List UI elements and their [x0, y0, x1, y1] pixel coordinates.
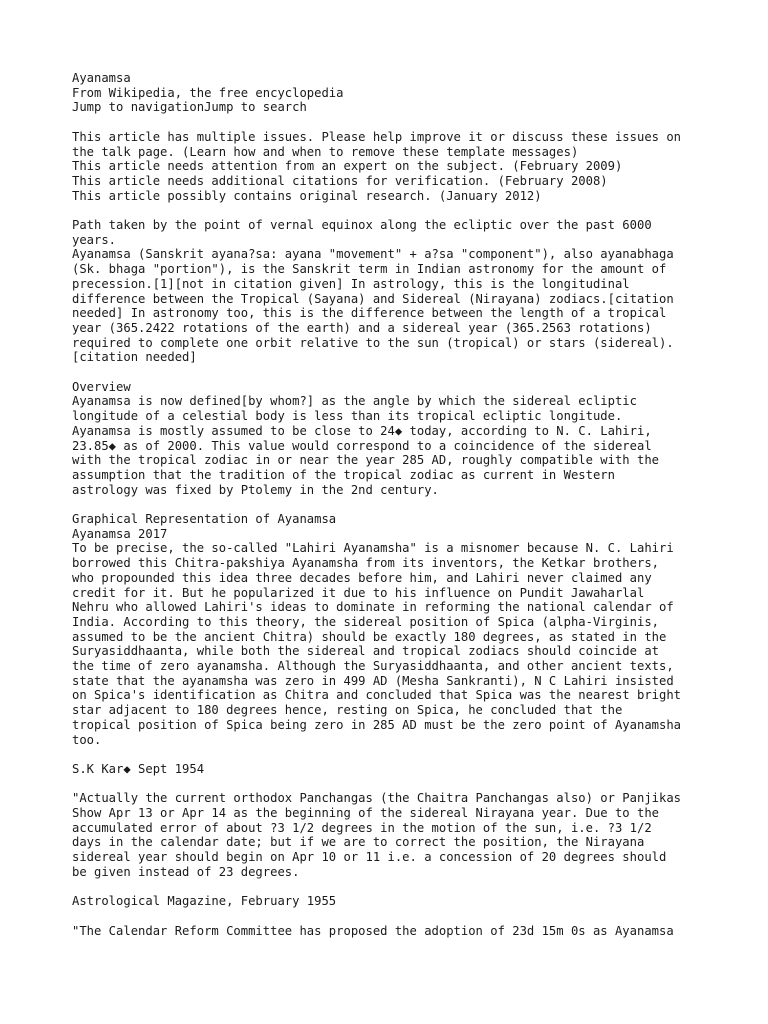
- text-line: Ayanamsa is mostly assumed to be close to 24◆ today, according to N. C. Lahiri,: [72, 423, 652, 438]
- text-line: accumulated error of about ?3 1/2 degrees in the motion of the sun, i.e. ?3 1/2: [72, 820, 652, 835]
- text-line: assumption that the tradition of the tropical zodiac as current in Western: [72, 467, 615, 482]
- text-line: Graphical Representation of Ayanamsa: [72, 512, 337, 527]
- text-paragraph: [72, 380, 712, 498]
- text-line: with the tropical zodiac in or near the year 285 AD, roughly compatible with the: [72, 453, 659, 468]
- text-line: Ayanamsa is now defined[by whom?] as the angle by which the sidereal ecliptic: [72, 394, 637, 409]
- text-line: "The Calendar Reform Committee has proposed the adoption of 23d 15m 0s as Ayanamsa: [72, 923, 674, 938]
- text-line: Overview: [72, 379, 131, 394]
- text-paragraph: [72, 791, 712, 879]
- text-paragraph: [72, 762, 712, 777]
- text-paragraph: [72, 512, 712, 747]
- text-line: "Actually the current orthodox Panchangas (the Chaitra Panchangas also) or Panjikas: [72, 791, 682, 806]
- text-line: Show Apr 13 or Apr 14 as the beginning of the sidereal Nirayana year. Due to the: [72, 806, 659, 821]
- text-line: This article needs attention from an expert on the subject. (February 2009): [72, 159, 623, 174]
- text-line: This article has multiple issues. Please help improve it or discuss these issues on: [72, 129, 682, 144]
- text-line: tropical position of Spica being zero in 285 AD must be the zero point of Ayanamsha: [72, 717, 682, 732]
- text-line: difference between the Tropical (Sayana) and Sidereal (Nirayana) zodiacs.[citation: [72, 291, 674, 306]
- text-line: years.: [72, 232, 117, 247]
- text-line: Path taken by the point of vernal equinox along the ecliptic over the past 6000: [72, 218, 652, 232]
- text-paragraph: [72, 71, 712, 115]
- text-line: Suryasiddhaanta, while both the sidereal and tropical zodiacs should coincide at: [72, 644, 659, 659]
- text-line: To be precise, the so-called "Lahiri Ayanamsha" is a misnomer because N. C. Lahiri: [72, 541, 674, 556]
- text-line: required to complete one orbit relative to the sun (tropical) or stars (sidereal).: [72, 335, 674, 350]
- text-line: Ayanamsa: [72, 71, 131, 85]
- text-line: Nehru who allowed Lahiri's ideas to dominate in reforming the national calendar of: [72, 600, 674, 615]
- text-line: Astrological Magazine, February 1955: [72, 894, 337, 909]
- text-line: astrology was fixed by Ptolemy in the 2nd century.: [72, 482, 439, 497]
- text-line: This article needs additional citations for verification. (February 2008): [72, 173, 608, 188]
- text-line: India. According to this theory, the sidereal position of Spica (alpha-Virginis,: [72, 614, 659, 629]
- text-line: sidereal year should begin on Apr 10 or 11 i.e. a concession of 20 degrees should: [72, 850, 667, 865]
- text-line: Ayanamsa 2017: [72, 526, 168, 541]
- text-line: year (365.2422 rotations of the earth) and a sidereal year (365.2563 rotations): [72, 320, 652, 335]
- text-line: [citation needed]: [72, 350, 197, 365]
- text-line: who propounded this idea three decades before him, and Lahiri never claimed any: [72, 570, 652, 585]
- text-line: star adjacent to 180 degrees hence, resting on Spica, he concluded that the: [72, 703, 623, 718]
- text-line: credit for it. But he popularized it due to his influence on Pundit Jawaharlal: [72, 585, 645, 600]
- text-line: days in the calendar date; but if we are to correct the position, the Nirayana: [72, 835, 645, 850]
- text-line: S.K Kar◆ Sept 1954: [72, 761, 205, 776]
- text-line: Ayanamsa (Sanskrit ayana?sa: ayana "movement" + a?sa "component"), also ayanabhaga: [72, 247, 674, 262]
- text-line: Jump to navigationJump to search: [72, 100, 307, 115]
- text-line: the talk page. (Learn how and when to remove these template messages): [72, 144, 579, 159]
- text-line: longitude of a celestial body is less than its tropical ecliptic longitude.: [72, 409, 623, 424]
- text-line: assumed to be the ancient Chitra) should be exactly 180 degrees, as stated in the: [72, 629, 667, 644]
- text-line: needed] In astronomy too, this is the difference between the length of a tropical: [72, 306, 667, 321]
- text-line: the time of zero ayanamsha. Although the Suryasiddhaanta, and other ancient texts,: [72, 659, 674, 674]
- text-line: precession.[1][not in citation given] In astrology, this is the longitudinal: [72, 276, 630, 291]
- text-line: This article possibly contains original research. (January 2012): [72, 188, 542, 203]
- document-body: [72, 71, 712, 953]
- text-line: state that the ayanamsha was zero in 499 AD (Mesha Sankranti), N C Lahiri insisted: [72, 673, 674, 688]
- text-line: on Spica's identification as Chitra and concluded that Spica was the nearest bright: [72, 688, 682, 703]
- text-line: be given instead of 23 degrees.: [72, 864, 300, 879]
- text-line: too.: [72, 732, 102, 747]
- text-paragraph: [72, 218, 712, 365]
- text-line: From Wikipedia, the free encyclopedia: [72, 85, 344, 100]
- text-line: 23.85◆ as of 2000. This value would correspond to a coincidence of the sidereal: [72, 438, 652, 453]
- text-line: (Sk. bhaga "portion"), is the Sanskrit term in Indian astronomy for the amount of: [72, 262, 667, 277]
- text-paragraph: [72, 924, 712, 939]
- text-paragraph: [72, 130, 712, 204]
- text-line: borrowed this Chitra-pakshiya Ayanamsha from its inventors, the Ketkar brothers,: [72, 556, 659, 571]
- text-paragraph: [72, 894, 712, 909]
